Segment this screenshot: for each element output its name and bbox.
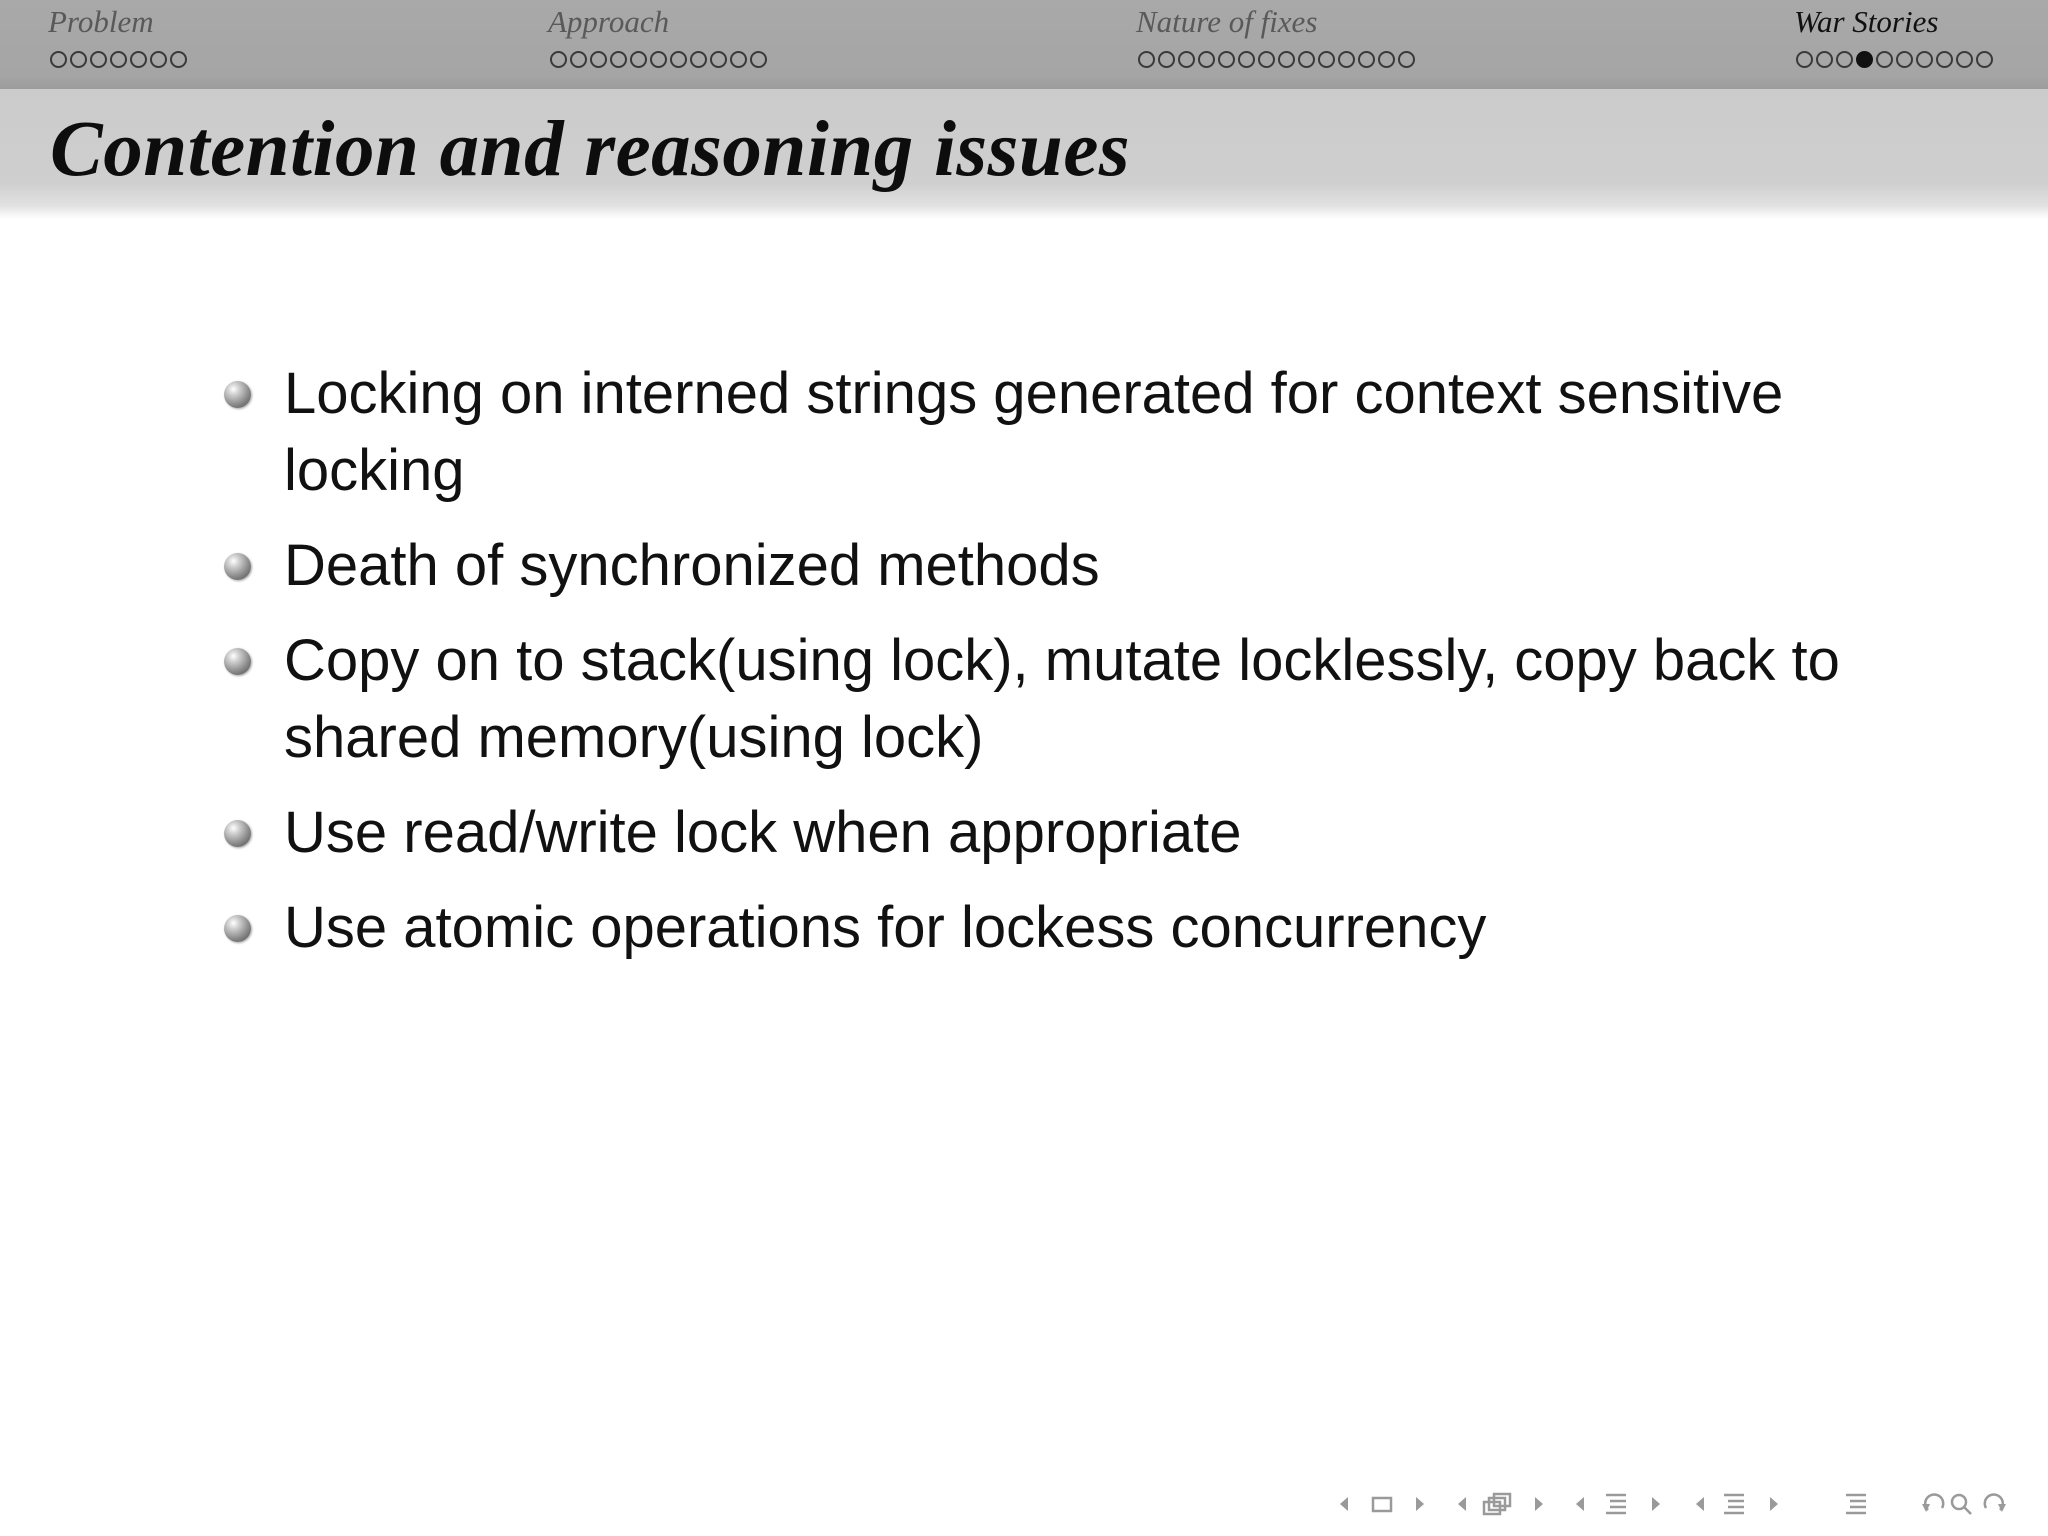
frame-dot[interactable]	[1976, 51, 1993, 68]
frame-dot[interactable]	[650, 51, 667, 68]
frame-dot[interactable]	[1198, 51, 1215, 68]
nav-section-dots	[1796, 51, 1996, 69]
section-navigation-bar	[0, 0, 2048, 89]
frame-dot[interactable]	[1398, 51, 1415, 68]
frame-dot[interactable]	[1836, 51, 1853, 68]
nav-section-dots	[550, 51, 770, 69]
frame-dot[interactable]	[570, 51, 587, 68]
bullet-list	[222, 355, 1922, 984]
frame-dot[interactable]	[50, 51, 67, 68]
bullet-text: Locking on interned strings generated for context sensitive locking	[284, 361, 1784, 503]
current-frame-dot[interactable]	[1856, 51, 1873, 68]
frame-dot[interactable]	[1896, 51, 1913, 68]
next-section-arrow-icon[interactable]	[1652, 1497, 1660, 1511]
frame-dot[interactable]	[1936, 51, 1953, 68]
subsection-icon[interactable]	[1484, 1494, 1510, 1514]
frame-dot[interactable]	[690, 51, 707, 68]
outline-icon[interactable]	[1846, 1495, 1866, 1513]
bullet-item	[222, 889, 1922, 966]
bullet-ball-icon	[224, 820, 251, 847]
frame-dot[interactable]	[1318, 51, 1335, 68]
nav-section-title[interactable]: War Stories	[1794, 4, 1939, 39]
bullet-ball-icon	[224, 915, 251, 942]
frame-dot[interactable]	[1258, 51, 1275, 68]
prev-frame-arrow-icon[interactable]	[1340, 1497, 1348, 1511]
frame-dot[interactable]	[1876, 51, 1893, 68]
bullet-text: Death of synchronized methods	[284, 533, 1100, 598]
frame-dot[interactable]	[630, 51, 647, 68]
bullet-item	[222, 355, 1922, 509]
frame-dot[interactable]	[150, 51, 167, 68]
bullet-item	[222, 622, 1922, 776]
frame-dot[interactable]	[670, 51, 687, 68]
frame-dot[interactable]	[1158, 51, 1175, 68]
frame-dot[interactable]	[1796, 51, 1813, 68]
bullet-text: Copy on to stack(using lock), mutate locklessly, copy back to shared memory(using lock)	[284, 628, 1840, 770]
frame-dot[interactable]	[1238, 51, 1255, 68]
next-frame-arrow-icon[interactable]	[1416, 1497, 1424, 1511]
navigation-symbols	[1330, 1490, 2030, 1518]
frame-dot[interactable]	[750, 51, 767, 68]
frame-dot[interactable]	[90, 51, 107, 68]
frame-dot[interactable]	[110, 51, 127, 68]
section-icon[interactable]	[1606, 1495, 1626, 1513]
prev-section-arrow-icon[interactable]	[1576, 1497, 1584, 1511]
nav-section-dots	[50, 51, 190, 69]
nav-section-title[interactable]: Approach	[548, 4, 670, 39]
bullet-ball-icon	[224, 553, 251, 580]
frame-dot[interactable]	[1956, 51, 1973, 68]
prev-document-arrow-icon[interactable]	[1696, 1497, 1704, 1511]
next-subsection-arrow-icon[interactable]	[1535, 1497, 1543, 1511]
nav-section-title[interactable]: Problem	[48, 4, 154, 39]
frame-dot[interactable]	[1358, 51, 1375, 68]
nav-section-dots	[1138, 51, 1418, 69]
frame-dot[interactable]	[1816, 51, 1833, 68]
bullet-ball-icon	[224, 381, 251, 408]
frame-dot[interactable]	[1298, 51, 1315, 68]
bullet-ball-icon	[224, 648, 251, 675]
frame-dot[interactable]	[1916, 51, 1933, 68]
frame-dot[interactable]	[730, 51, 747, 68]
back-icon[interactable]	[1922, 1494, 1943, 1512]
frame-title-bar	[0, 89, 2048, 207]
search-icon[interactable]	[1952, 1495, 1971, 1514]
frame-dot[interactable]	[70, 51, 87, 68]
nav-section-title[interactable]: Nature of fixes	[1136, 4, 1318, 39]
frame-icon[interactable]	[1373, 1498, 1391, 1511]
frame-dot[interactable]	[610, 51, 627, 68]
frame-title: Contention and reasoning issues	[50, 106, 1131, 193]
frame-dot[interactable]	[1178, 51, 1195, 68]
frame-dot[interactable]	[1338, 51, 1355, 68]
next-document-arrow-icon[interactable]	[1770, 1497, 1778, 1511]
frame-dot[interactable]	[710, 51, 727, 68]
bullet-item	[222, 527, 1922, 604]
forward-icon[interactable]	[1985, 1494, 2006, 1512]
frame-dot[interactable]	[130, 51, 147, 68]
frame-dot[interactable]	[1278, 51, 1295, 68]
frame-dot[interactable]	[550, 51, 567, 68]
frame-dot[interactable]	[1378, 51, 1395, 68]
frame-dot[interactable]	[1218, 51, 1235, 68]
frame-dot[interactable]	[170, 51, 187, 68]
document-icon[interactable]	[1724, 1495, 1744, 1513]
bullet-item	[222, 794, 1922, 871]
frame-dot[interactable]	[590, 51, 607, 68]
bullet-text: Use atomic operations for lockess concurrency	[284, 895, 1487, 960]
prev-subsection-arrow-icon[interactable]	[1458, 1497, 1466, 1511]
frame-dot[interactable]	[1138, 51, 1155, 68]
bullet-text: Use read/write lock when appropriate	[284, 800, 1242, 865]
